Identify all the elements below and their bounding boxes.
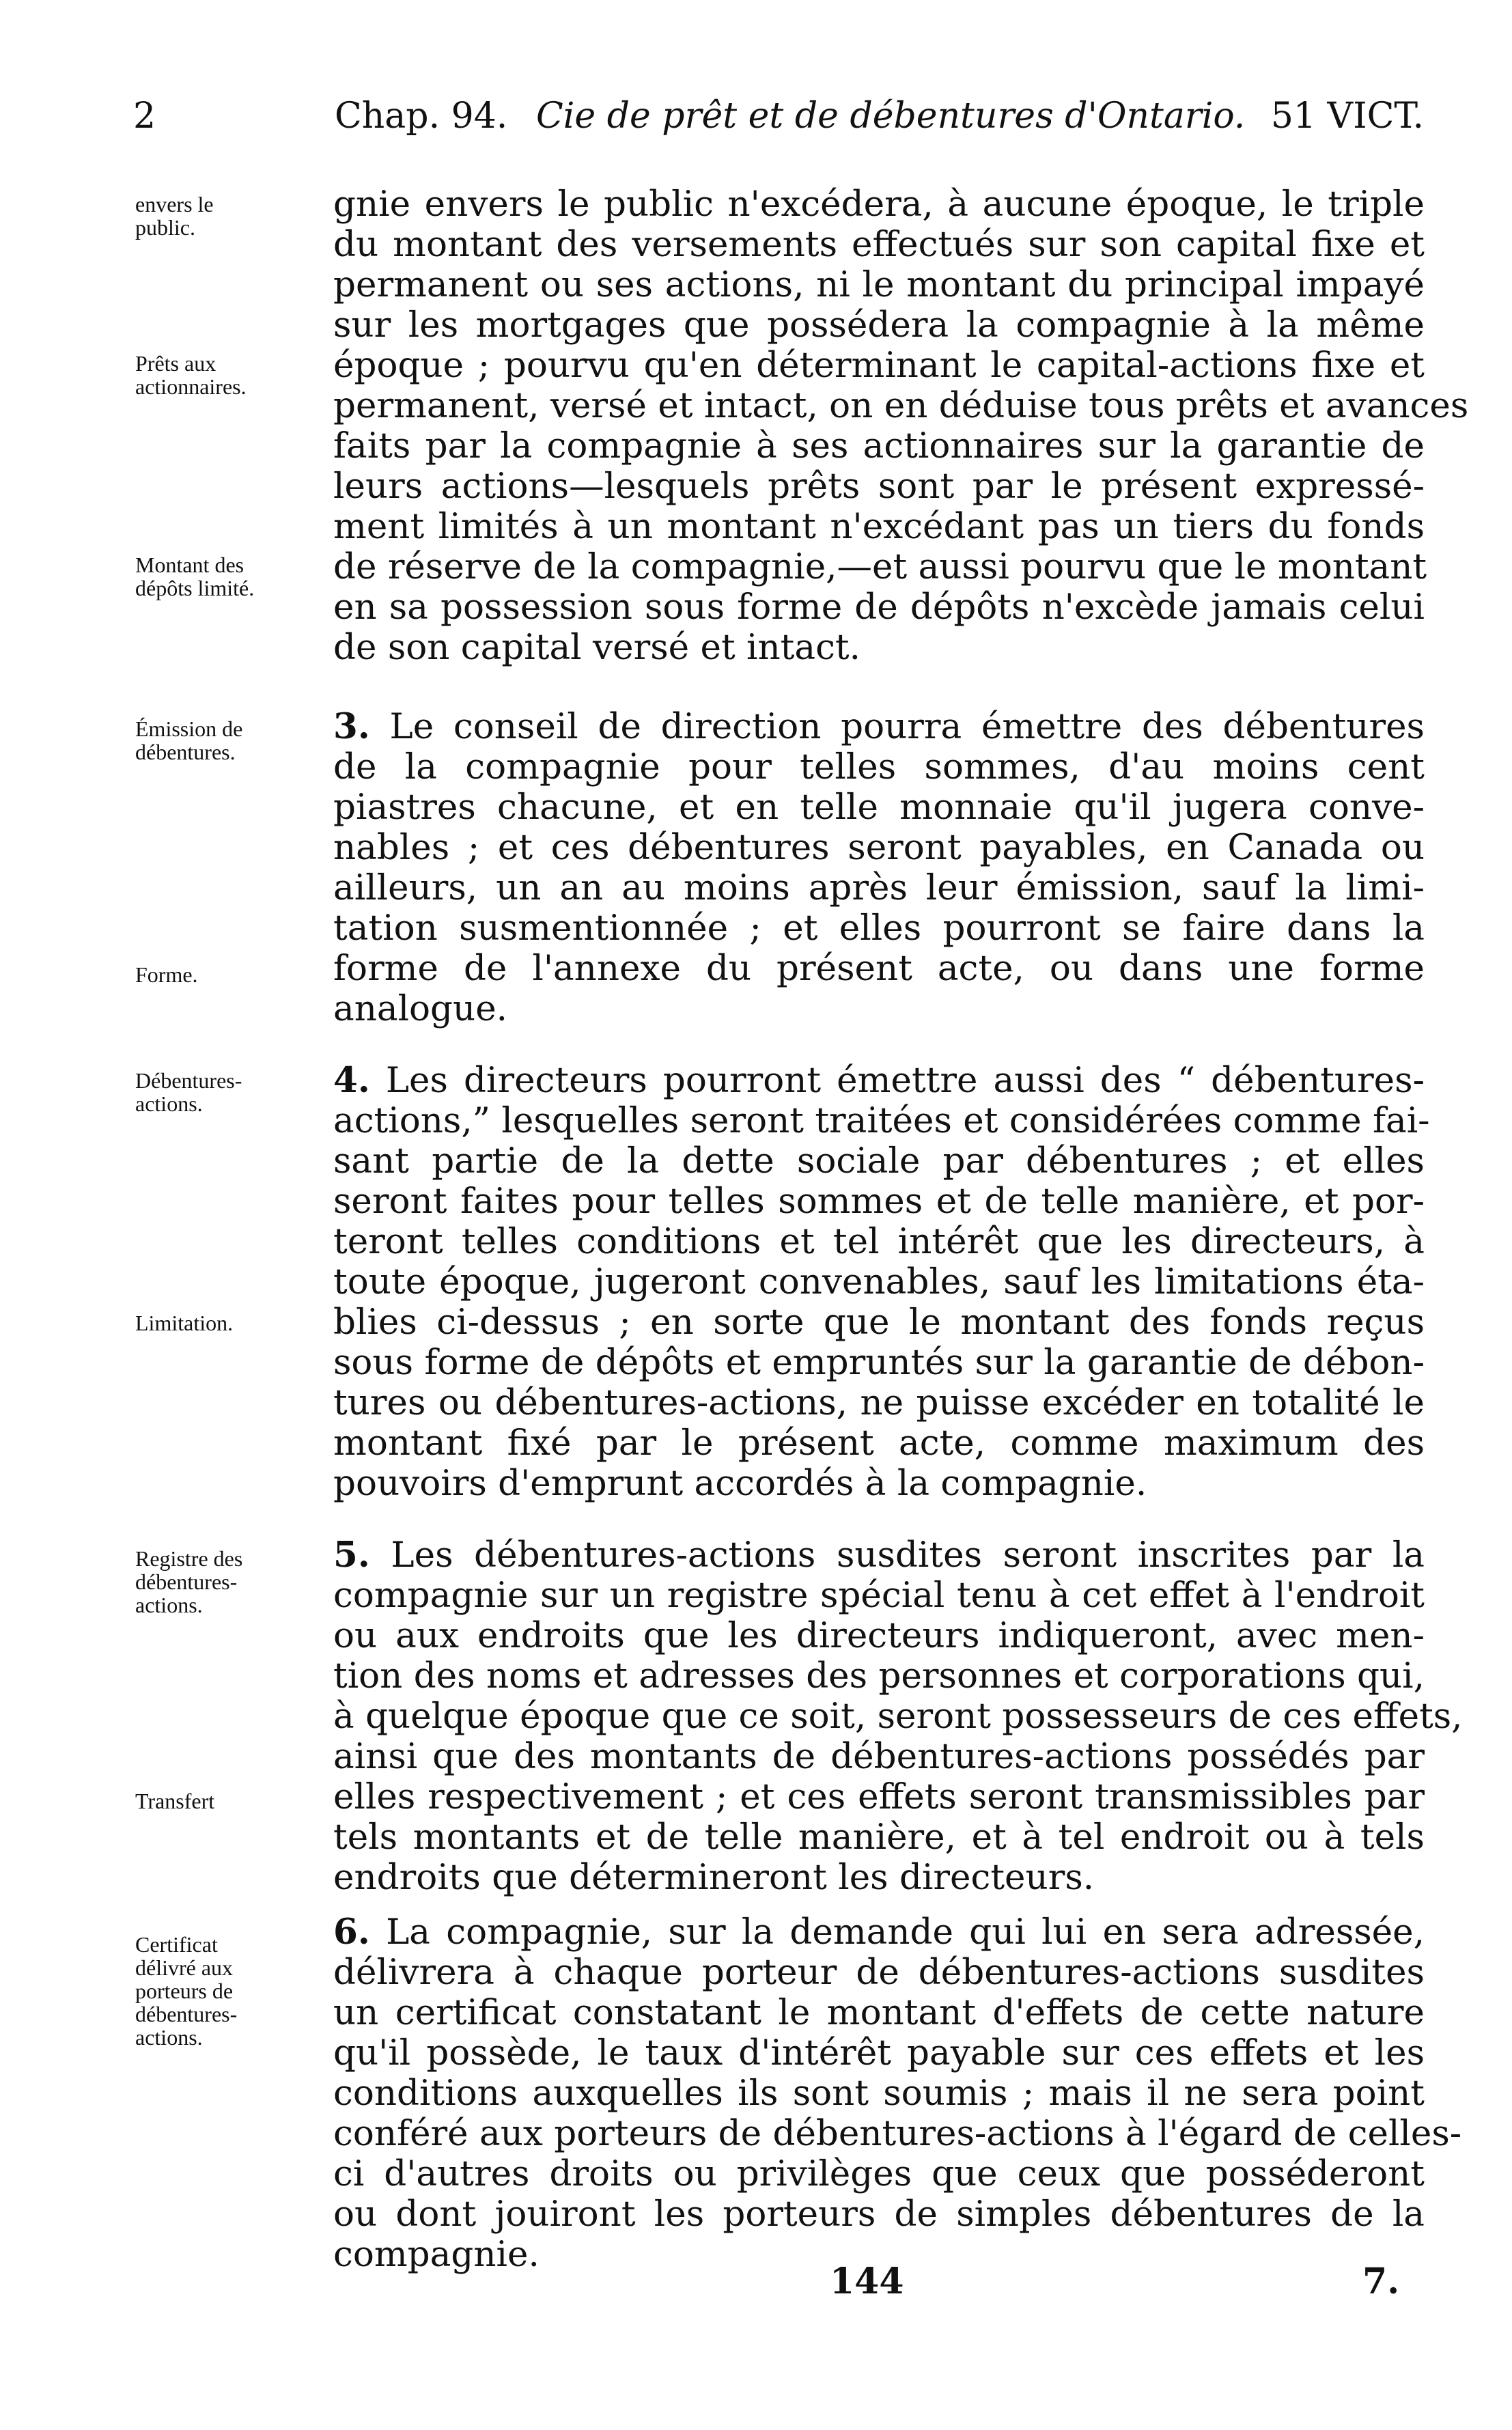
section-6: 6. La compagnie, sur la demande qui lui en sera adressée, délivrera à chaque porteur de débentures-actions susdites un certificat constatant le montant d'effets de cette nature qu'il possède, le taux d'intérêt payable sur ces effets et les conditions auxquelles ils sont soumis ; mais il ne sera point conféré aux porteurs de débentures-actions à l'égard de celles- ci d'autres droits ou privilèges que ceux que posséderont ou dont jouiront les porteurs de simples débentures de la compagnie. [333, 1912, 1462, 2275]
section-number: 5. [333, 1535, 370, 1576]
margin-note-certificat: Certificat délivré aux porteurs de débentures- actions. [135, 1932, 238, 2050]
section-4: 4. Les directeurs pourront émettre aussi des “ débentures- actions,” lesquelles seront traitées et considérées comme fai- sant partie de la dette sociale par débentures ; et elles seront faites pour telles sommes et de telle manière, et por- teront telles conditions et tel intérêt que les directeurs, à toute époque, jugeront convenables, sauf les limitations éta- blies ci-dessus ; en sorte que le montant des fonds reçus sous forme de dépôts et empruntés sur la garantie de débon- tures ou débentures-actions, ne puisse excéder en totalité le montant fixé par le présent acte, comme maximum des pouvoirs d'emprunt accordés à la compagnie. [333, 1060, 1430, 1504]
section-3: 3. Le conseil de direction pourra émettre des débentures de la compagnie pour telles sommes, d'au moins cent piastres chacune, et en telle monnaie qu'il jugera conve- nables ; et ces débentures seront payables, en Canada ou ailleurs, un an au moins après leur émission, sauf la limi- tation susmentionnée ; et elles pourront se faire dans la forme de l'annexe du présent acte, ou dans une forme analogue. [333, 706, 1425, 1029]
paragraph-continuation: gnie envers le public n'excédera, à aucune époque, le triple du montant des versements effectués sur son capital fixe et permanent ou ses actions, ni le montant du principal impayé sur les mortgages que possédera la compagnie à la même époque ; pourvu qu'en déterminant le capital-actions fixe et permanent, versé et intact, on en déduise tous prêts et avances faits par la compagnie à ses actionnaires sur la garantie de leurs actions—lesquels prêts sont par le présent expressé- ment limités à un montant n'excédant pas un tiers du fonds de réserve de la compagnie,—et aussi pourvu que le montant en sa possession sous forme de dépôts n'excède jamais celui de son capital versé et intact. [333, 184, 1469, 668]
chapter-label: Chap. 94. [335, 96, 508, 137]
catchword: 7. [1362, 2261, 1400, 2302]
section-number: 3. [333, 706, 370, 747]
section-5: 5. Les débentures-actions susdites seront inscrites par la compagnie sur un registre spécial tenu à cet effet à l'endroit ou aux endroits que les directeurs indiqueront, avec men- tion des noms et adresses des personnes et corporations qui, à quelque époque que ce soit, seront possesseurs de ces effets, ainsi que des montants de débentures-actions possédés par elles respectivement ; et ces effets seront transmissibles par tels montants et de telle manière, et à tel endroit ou à tels endroits que détermineront les directeurs. [333, 1535, 1463, 1898]
margin-note-transfert: Transfert [135, 1789, 215, 1813]
page-number: 2 [133, 96, 156, 137]
page-title: Cie de prêt et de débentures d'Ontario. [536, 96, 1246, 137]
running-header [133, 96, 1424, 150]
margin-note-debentures-actions: Débentures- actions. [135, 1068, 242, 1116]
margin-note-envers: envers le public. [135, 192, 214, 240]
regnal-year: 51 VICT. [1270, 96, 1424, 137]
margin-note-limitation: Limitation. [135, 1311, 234, 1335]
margin-note-prets: Prêts aux actionnaires. [135, 351, 247, 399]
margin-note-montant: Montant des dépôts limité. [135, 553, 255, 600]
section-number: 6. [333, 1912, 370, 1953]
margin-note-emission: Émission de débentures. [135, 716, 243, 764]
section-number: 4. [333, 1060, 370, 1101]
margin-note-forme: Forme. [135, 962, 198, 987]
margin-note-registre: Registre des débentures- actions. [135, 1546, 243, 1617]
page-signature: 144 [830, 2261, 904, 2302]
